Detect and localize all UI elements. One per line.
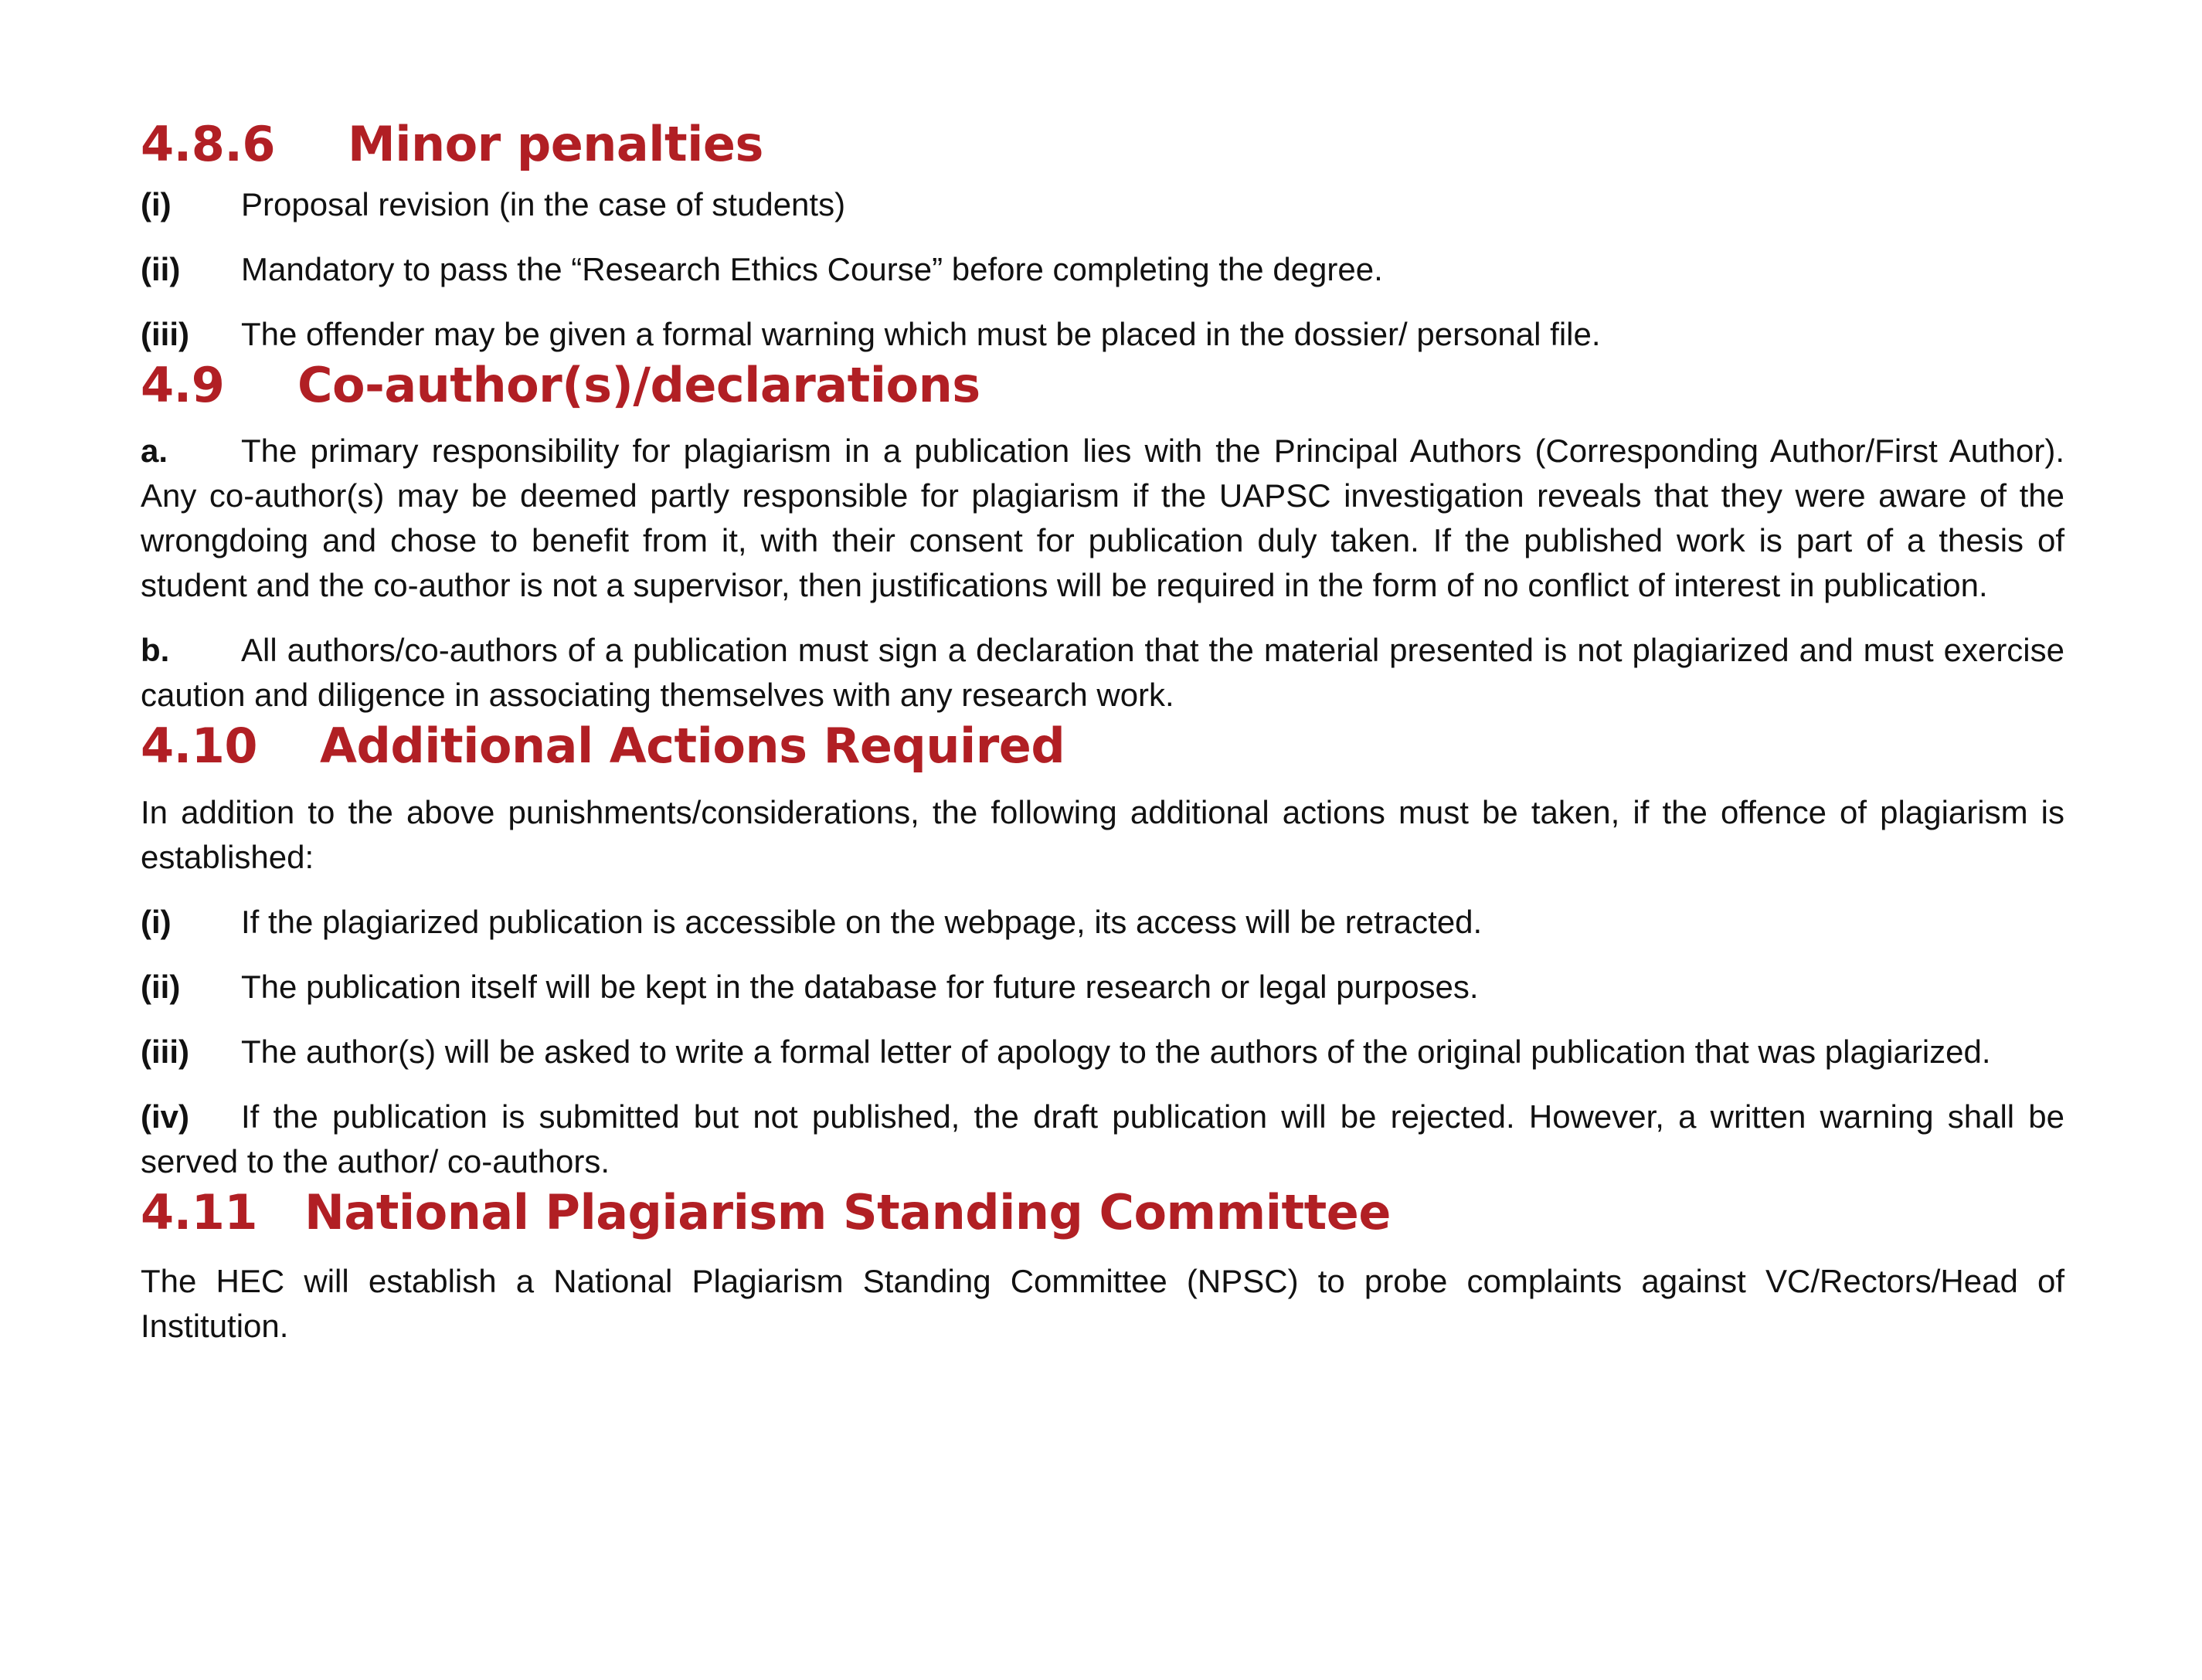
- paragraph-marker: a.: [141, 432, 168, 469]
- section-number: 4.9: [141, 357, 225, 414]
- paragraph-text: The primary responsibility for plagiarism in a publication lies with the Principal Authors (Corresponding Author/First Author). Any co-author(s) may be deemed partly responsible for plagiarism if the UAPSC investigation reveals that they were aware of the wrongdoing and chose to benefit from it, with their consent for publication duly taken. If the published work is part of a thesis of student and the co-author is not a supervisor, then justifications will be required in the form of no conflict of interest in publication.: [141, 432, 2064, 603]
- list-item-text: The publication itself will be kept in the database for future research or legal purposes.: [241, 969, 1479, 1006]
- section-heading-co-authors: [141, 357, 2064, 414]
- list-marker: (iii): [141, 1033, 189, 1071]
- list-item: [141, 312, 2064, 357]
- list-item: [141, 1095, 2064, 1184]
- section-number: 4.10: [141, 717, 257, 774]
- paragraph-a: [141, 429, 2064, 608]
- paragraph-marker: b.: [141, 631, 170, 668]
- section-heading-additional-actions: [141, 718, 2064, 775]
- list-item-text: Mandatory to pass the “Research Ethics Course” before completing the degree.: [241, 251, 1383, 288]
- section-number: 4.11: [141, 1184, 257, 1241]
- list-item: [141, 182, 2064, 227]
- list-marker: (iv): [141, 1098, 189, 1135]
- document-page: [141, 116, 2064, 1349]
- section-heading-minor-penalties: [141, 116, 2064, 173]
- section-title: Additional Actions Required: [320, 717, 1065, 774]
- npsc-paragraph: The HEC will establish a National Plagiarism Standing Committee (NPSC) to probe complaints against VC/Rectors/Head of Institution.: [141, 1262, 2064, 1344]
- section-heading-npsc: [141, 1184, 2064, 1241]
- list-item-text: Proposal revision (in the case of students): [241, 186, 846, 223]
- list-item: [141, 247, 2064, 292]
- section-title: National Plagiarism Standing Committee: [304, 1184, 1391, 1241]
- section-intro: In addition to the above punishments/considerations, the following additional actions must be taken, if the offence of plagiarism is established:: [141, 794, 2064, 876]
- section-title: Minor penalties: [348, 116, 763, 172]
- additional-actions-list: [141, 900, 2064, 1184]
- list-marker: (i): [141, 904, 172, 941]
- list-item: [141, 1030, 2064, 1074]
- list-marker: (i): [141, 186, 172, 223]
- list-item-text: The offender may be given a formal warning which must be placed in the dossier/ personal file.: [241, 316, 1601, 353]
- list-item-text: If the publication is submitted but not published, the draft publication will be rejected. However, a written warning shall be served to the author/ co-authors.: [141, 1098, 2064, 1180]
- paragraph-text: All authors/co-authors of a publication must sign a declaration that the material presented is not plagiarized and must exercise caution and diligence in associating themselves with any research work.: [141, 631, 2064, 713]
- list-marker: (ii): [141, 969, 181, 1006]
- list-item: [141, 900, 2064, 945]
- section-number: 4.8.6: [141, 116, 276, 172]
- section-title: Co-author(s)/declarations: [297, 357, 980, 414]
- paragraph-b: [141, 628, 2064, 718]
- list-item-text: If the plagiarized publication is accessible on the webpage, its access will be retracted.: [241, 904, 1483, 941]
- minor-penalties-list: [141, 182, 2064, 357]
- list-marker: (iii): [141, 316, 189, 353]
- list-item: [141, 965, 2064, 1010]
- list-marker: (ii): [141, 251, 181, 288]
- list-item-text: The author(s) will be asked to write a formal letter of apology to the authors of the original publication that was plagiarized.: [241, 1033, 1991, 1071]
